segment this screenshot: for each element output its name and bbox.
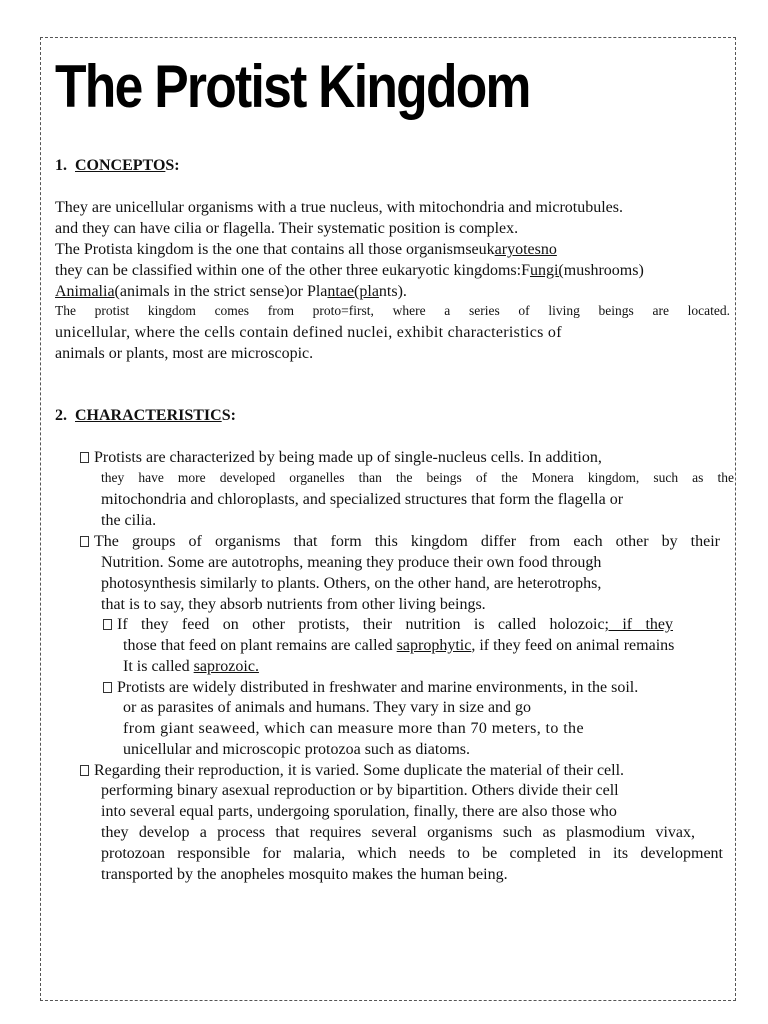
bullet-line: photosynthesis similarly to plants. Others, on the other hand, are heterotrophs, <box>101 575 602 592</box>
paragraph-text: they can be classified within one of the other three eukaryotic kingdoms:F <box>55 262 530 279</box>
sub-bullet-item <box>103 616 673 634</box>
paragraph-text: mushrooms) <box>563 262 644 279</box>
bullet-line: transported by the anopheles mosquito makes the human being. <box>101 866 508 883</box>
bullet-text: The groups of organisms that form this kingdom differ from each other by their <box>94 533 720 550</box>
bullet-item <box>80 533 720 551</box>
bullet-line: the cilia. <box>101 512 157 529</box>
bullet-text: those that feed on plant remains are called <box>123 637 397 654</box>
checkbox-bullet-icon <box>103 619 112 630</box>
section-1-heading <box>55 157 180 175</box>
bullet-line: unicellular and microscopic protozoa such as diatoms. <box>123 741 471 758</box>
page-title: The Protist Kingdom <box>55 53 530 120</box>
bullet-item <box>80 449 602 467</box>
bullet-line: Nutrition. Some are autotrophs, meaning they produce their own food through <box>101 554 602 571</box>
paragraph-text: (animals in the strict sense)or Pla <box>114 283 328 300</box>
paragraph-line: and they can have cilia or flagella. Their systematic position is complex. <box>55 220 519 237</box>
bullet-line: that is to say, they absorb nutrients from other living beings. <box>101 596 486 613</box>
bullet-line: or as parasites of animals and humans. They vary in size and go <box>123 699 532 716</box>
paragraph-line <box>55 262 644 280</box>
underlined-term: saprozoic. <box>193 658 259 675</box>
paragraph-line: unicellular, where the cells contain defined nuclei, exhibit characteristics of <box>55 324 562 341</box>
bullet-line: into several equal parts, undergoing sporulation, finally, there are also those who <box>101 803 617 820</box>
paragraph-line: animals or plants, most are microscopic. <box>55 345 314 362</box>
bullet-item <box>80 762 624 780</box>
section-2-number: 2. <box>55 407 67 424</box>
paragraph-line <box>55 241 665 259</box>
bullet-line: protozoan responsible for malaria, which needs to be completed in its development <box>101 845 723 862</box>
underlined-term: ntae(pla <box>327 283 379 300</box>
bullet-line <box>123 658 259 676</box>
sub-bullet-item <box>103 679 638 697</box>
bullet-line: performing binary asexual reproduction or by bipartition. Others divide their cell <box>101 782 619 799</box>
underlined-term: ; if they <box>604 616 673 633</box>
checkbox-bullet-icon <box>80 536 89 547</box>
paragraph-text: nts). <box>378 283 407 300</box>
section-2-heading <box>55 407 236 425</box>
bullet-text: Regarding their reproduction, it is varied. Some duplicate the material of their cell. <box>94 762 625 779</box>
section-1-heading-rest: S: <box>165 157 180 174</box>
underlined-term: Animalia <box>55 283 115 300</box>
bullet-line <box>123 637 674 655</box>
bullet-line: mitochondria and chloroplasts, and specialized structures that form the flagella or <box>101 491 624 508</box>
bullet-line: they develop a process that requires several organisms such as plasmodium vivax, <box>101 824 695 841</box>
checkbox-bullet-icon <box>80 765 89 776</box>
paragraph-line: They are unicellular organisms with a true nucleus, with mitochondria and microtubules. <box>55 199 623 216</box>
bullet-text: It is called <box>123 658 194 675</box>
bullet-text: Protists are widely distributed in freshwater and marine environments, in the soil. <box>117 679 639 696</box>
bullet-line: they have more developed organelles than the beings of the Monera kingdom, such as the <box>101 470 734 485</box>
checkbox-bullet-icon <box>103 682 112 693</box>
paragraph-text: The Protista kingdom is the one that contains all those organismseuk <box>55 241 495 258</box>
paragraph-line: The protist kingdom comes from proto=first, where a series of living beings are located. <box>55 303 730 318</box>
bullet-line: from giant seaweed, which can measure more than 70 meters, to the <box>123 720 584 737</box>
bullet-text: Protists are characterized by being made up of single-nucleus cells. In addition, <box>94 449 602 466</box>
bullet-text: , if they feed on animal remains <box>471 637 675 654</box>
bullet-text: If they feed on other protists, their nutrition is called holozoic <box>117 616 605 633</box>
section-1-number: 1. <box>55 157 67 174</box>
underlined-term: ungi( <box>529 262 564 279</box>
underlined-term: saprophytic <box>396 637 472 654</box>
underlined-term: aryotesno <box>494 241 557 258</box>
section-2-heading-rest: S: <box>221 407 236 424</box>
checkbox-bullet-icon <box>80 452 89 463</box>
section-2-heading-underlined: CHARACTERISTIC <box>75 407 222 424</box>
section-1-heading-underlined: CONCEPTO <box>75 157 166 174</box>
paragraph-line <box>55 283 407 301</box>
